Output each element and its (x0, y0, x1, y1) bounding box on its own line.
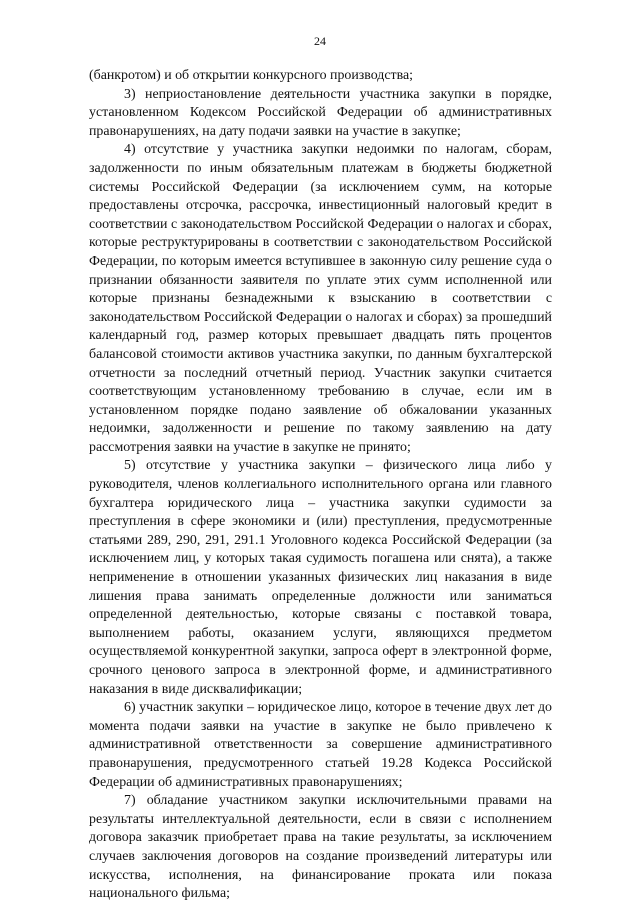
paragraph-item-3: 3) неприостановление деятельности участника закупки в порядке, установленном Кодексом Российской Федерации об административных правонарушениях, на дату подачи заявки на участие в закупке; (89, 86, 552, 139)
page-number: 24 (314, 34, 326, 48)
paragraph-item-7: 7) обладание участником закупки исключительными правами на результаты интеллектуальной деятельности, если в связи с исполнением договора заказчик приобретает права на такие результаты, за исключением случаев заключения договоров на создание произведений литературы или искусства, исполнения, на финансирование проката или показа национального фильма; (89, 793, 552, 902)
document-body (89, 67, 552, 904)
paragraph-item-5: 5) отсутствие у участника закупки – физического лица либо у руководителя, членов коллегиального исполнительного органа или главного бухгалтера юридического лица – участника закупки судимости за преступления в сфере экономики и (или) преступления, предусмотренные статьями 289, 290, 291, 291.1 Уголовного кодекса Российской Федерации (за исключением лиц, у которых такая судимость погашена или снята), а также неприменение в отношении указанных физических лиц наказания в виде лишения права занимать определенные должности или заниматься определенной деятельностью, которые связаны с поставкой товара, выполнением работы, оказанием услуги, являющихся предметом осуществляемой конкурентной закупки, запроса оферт в электронной форме, срочного ценового запроса в электронной форме, и административного наказания в виде дисквалификации; (89, 458, 552, 697)
paragraph-item-4: 4) отсутствие у участника закупки недоимки по налогам, сборам, задолженности по иным обязательным платежам в бюджеты бюджетной системы Российской Федерации (за исключением сумм, на которые предоставлены отсрочка, рассрочка, инвестиционный налоговый кредит в соответствии с законодательством Российской Федерации о налогах и сборах, которые реструктурированы в соответствии с законодательством Российской Федерации, по которым имеется вступившее в законную силу решение суда о признании обязанности заявителя по уплате этих сумм исполненной или которые признаны безнадежными к взысканию в соответствии с законодательством Российской Федерации о налогах и сборах) за прошедший календарный год, размер которых превышает двадцать пять процентов балансовой стоимости активов участника закупки, по данным бухгалтерской отчетности за последний отчетный период. Участник закупки считается соответствующим установленному требованию в случае, если им в установленном порядке подано заявление об обжаловании указанных недоимки, задолженности и решение по такому заявлению на дату рассмотрения заявки на участие в закупке не принято; (89, 142, 552, 455)
paragraph-item-6: 6) участник закупки – юридическое лицо, которое в течение двух лет до момента подачи заявки на участие в закупке не было привлечено к административной ответственности за совершение административного правонарушения, предусмотренного статьей 19.28 Кодекса Российской Федерации об административных правонарушениях; (89, 700, 552, 790)
paragraph-continuation: (банкротом) и об открытии конкурсного производства; (89, 68, 413, 83)
